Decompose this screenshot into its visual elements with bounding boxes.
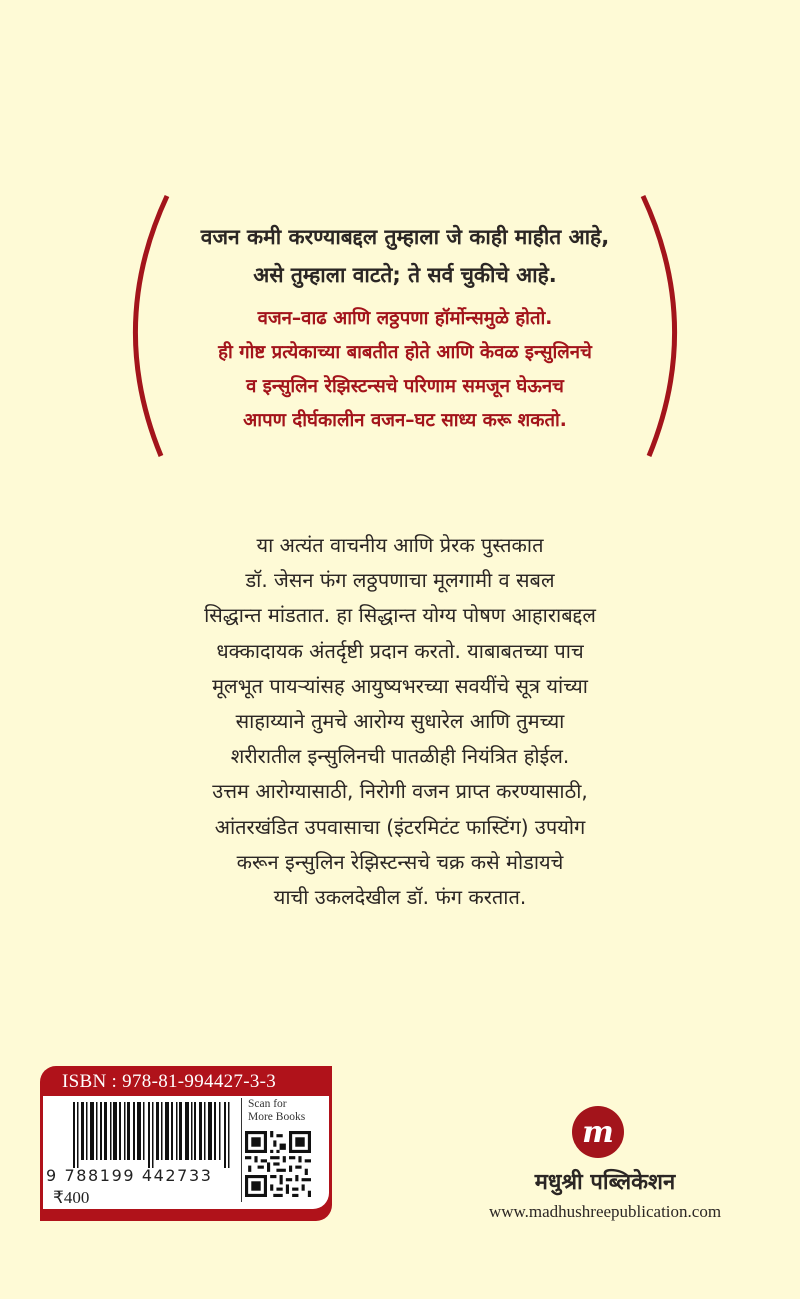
blurb-line: साहाय्याने तुमचे आरोग्य सुधारेल आणि तुमच्या: [235, 709, 565, 734]
barcode-area: [43, 1096, 329, 1209]
blurb-line: या अत्यंत वाचनीय आणि प्रेरक पुस्तकात: [256, 533, 544, 557]
publisher-logo: [572, 1106, 624, 1158]
blurb-line: उत्तम आरोग्यासाठी, निरोगी वजन प्राप्त करण्यासाठी,: [212, 779, 588, 804]
barcode-icon: [73, 1102, 233, 1168]
blurb-line: डॉ. जेसन फंग लठ्ठपणाचा मूलगामी व सबल: [245, 568, 555, 593]
blurb-line: याची उकलदेखील डॉ. फंग करतात.: [273, 885, 527, 910]
quote-lead-line: वजन कमी करण्याबद्दल तुम्हाला जे काही माहीत आहे,: [200, 225, 610, 249]
quote-lead-line: असे तुम्हाला वाटते; ते सर्व चुकीचे आहे.: [253, 263, 557, 287]
blurb-line: धक्कादायक अंतर्दृष्टी प्रदान करतो. याबाबतच्या पाच: [216, 638, 584, 663]
quote-highlight-line: ही गोष्ट प्रत्येकाच्या बाबतीत होते आणि केवळ इन्सुलिनचे: [218, 342, 592, 363]
quote-lead-text: [145, 218, 665, 294]
scan-label-line: More Books: [248, 1111, 306, 1123]
blurb-line: मूलभूत पायऱ्यांसह आयुष्यभरच्या सवयींचे सूत्र यांच्या: [212, 673, 588, 698]
isbn-label: ISBN : 978-81-994427-3-3: [62, 1071, 277, 1092]
qr-code-icon[interactable]: [245, 1131, 311, 1197]
quote-highlight-line: आपण दीर्घकालीन वजन–घट साध्य करू शकतो.: [243, 410, 567, 431]
price: ₹400: [53, 1188, 90, 1207]
isbn-panel: [40, 1066, 332, 1221]
barcode-number: 9 788199 442733: [46, 1166, 213, 1185]
blurb-line: आंतरखंडित उपवासाचा (इंटरमिटंट फास्टिंग) उपयोग: [214, 814, 586, 839]
blurb-line: सिद्धान्त मांडतात. हा सिद्धान्त योग्य पोषण आहाराबद्दल: [204, 603, 596, 628]
quote-highlight-line: वजन–वाढ आणि लठ्ठपणा हॉर्मोन्समुळे होतो.: [257, 308, 553, 329]
blurb-line: करून इन्सुलिन रेझिस्टन्सचे चक्र कसे मोडायचे: [236, 849, 564, 874]
quote-highlight-line: व इन्सुलिन रेझिस्टन्सचे परिणाम समजून घेऊनच: [246, 376, 564, 397]
scan-label-line: Scan for: [248, 1098, 287, 1110]
divider: [241, 1098, 242, 1202]
logo-letter: m: [582, 1114, 614, 1150]
quote-highlight-text: [125, 302, 685, 438]
blurb-line: शरीरातील इन्सुलिनची पातळीही नियंत्रित होईल.: [230, 744, 570, 769]
scan-label: [248, 1098, 305, 1124]
book-blurb: [100, 528, 700, 915]
quote-block: [115, 190, 695, 465]
publisher-url[interactable]: www.madhushreepublication.com: [488, 1202, 722, 1221]
publisher-name: मधुश्री पब्लिकेशन: [534, 1170, 676, 1195]
